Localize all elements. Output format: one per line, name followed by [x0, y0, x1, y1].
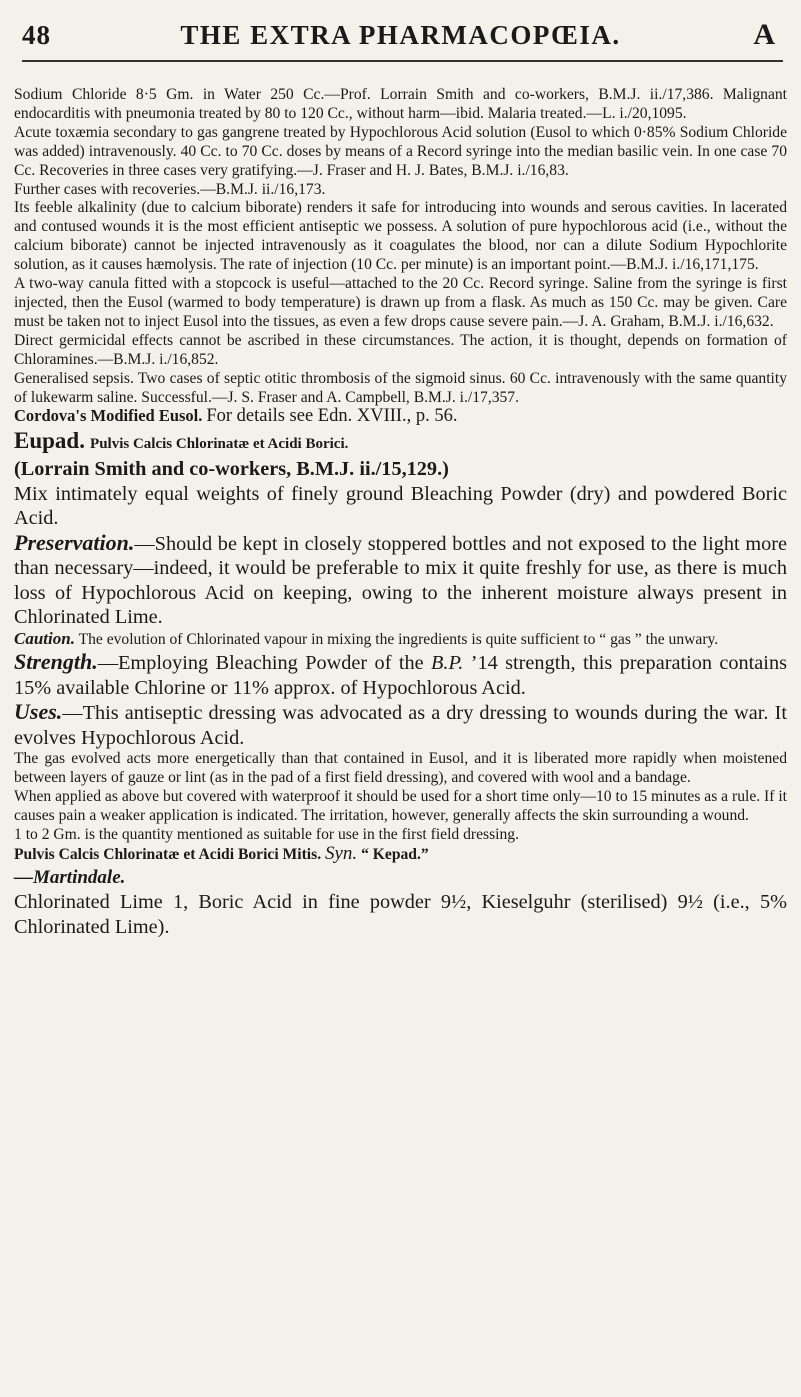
pulvis-mitis-formula: Chlorinated Lime 1, Boric Acid in fine powder 9½, Kieselguhr (sterilised) 9½ (i.e., 5% Chlorinated Lime). [14, 891, 787, 938]
pulvis-mitis-source [14, 865, 787, 891]
page-header [14, 0, 787, 56]
uses-text: —This antiseptic dressing was advocated as a dry dressing to wounds during the war. It evolves Hypochlorous Acid. [14, 702, 787, 749]
sepsis-paragraph: Generalised sepsis. Two cases of septic otitic thrombosis of the sigmoid sinus. 60 Cc. intravenously with the same quantity of lukewarm saline. Successful.—J. S. Fraser and A. Campbell, B.M.J. i./17,357. [14, 369, 787, 406]
cordova-name: Cordova's Modified Eusol. [14, 406, 203, 426]
page-body [14, 56, 787, 940]
caution-text: The evolution of Chlorinated vapour in mixing the ingredients is quite sufficient to “ gas ” the unwary. [74, 631, 719, 649]
strength-text-b: ’14 strength, this preparation contains 15% available Chlorine or 11% approx. of Hypochlorous Acid. [14, 651, 787, 699]
preservation-heading: Preservation. [14, 529, 135, 555]
header-rule [22, 60, 783, 62]
strength-heading: Strength. [14, 648, 98, 674]
page-number: 48 [22, 20, 51, 50]
waterproof-paragraph: When applied as above but covered with waterproof it should be used for a short time only—10 to 15 minutes as a rule. If it causes pain a weaker application is indicated. The irritation, however, generally affects the skin surrounding a wound. [14, 788, 787, 825]
martindale-source: —Martindale. [14, 866, 126, 888]
cordova-entry [14, 407, 787, 427]
eupad-latin: Pulvis Calcis Chlorinatæ et Acidi Borici. [90, 436, 349, 453]
eupad-title-line [14, 429, 787, 457]
synonym-value: “ Kepad.” [357, 845, 429, 863]
pulvis-mitis-name: Pulvis Calcis Chlorinatæ et Acidi Borici Mitis. [14, 845, 322, 863]
strength-text-a: —Employing Bleaching Powder of the [97, 651, 432, 674]
canula-paragraph: A two-way canula fitted with a stopcock is useful—attached to the 20 Cc. Record syringe. Saline from the syringe is first injected, then the Eusol (warmed to body temperature) is drawn up from a flask. As much as 150 Cc. may be given. Care must be taken not to inject Eusol into the tissues, as even a few drops cause severe pain.—J. A. Graham, B.M.J. i./16,632. [14, 275, 787, 330]
section-letter: A [753, 18, 775, 51]
preservation-text: —Should be kept in closely stoppered bottles and not exposed to the light more than necessary—indeed, it would be preferable to mix it quite freshly for use, as there is much loss of Hypochlorous Acid on keeping, owing to the inherent moisture always present in Chlorinated Lime. [14, 532, 787, 629]
eupad-reference: (Lorrain Smith and co-workers, B.M.J. ii./15,129.) [14, 457, 449, 480]
caution-paragraph [14, 630, 787, 650]
pulvis-mitis-title [14, 842, 787, 865]
gas-evolved-paragraph: The gas evolved acts more energetically than that contained in Eusol, and it is liberated more rapidly when moistened between layers of gauze or lint (as in the pad of a first field dressing), and covered with wool and a bandage. [14, 750, 787, 787]
preservation-paragraph [14, 531, 787, 630]
cordova-text: For details see Edn. XVIII., p. 56. [206, 406, 458, 427]
running-title: THE EXTRA PHARMACOPŒIA. [180, 20, 621, 50]
uses-paragraph [14, 700, 787, 750]
alkalinity-paragraph: Its feeble alkalinity (due to calcium biborate) renders it safe for introducing into wounds and serous cavities. In lacerated and contused wounds it is the most efficient antiseptic we possess. A solution of pure hypochlorous acid (i.e., without the calcium biborate) cannot be injected intravenously as it coagulates the blood, nor can a dilute Sodium Hypochlorite solution, as it causes hæmolysis. The rate of injection (10 Cc. per minute) is an important point.—B.M.J. i./16,171,175. [14, 199, 787, 274]
dose-paragraph: 1 to 2 Gm. is the quantity mentioned as suitable for use in the first field dressing. [14, 825, 519, 843]
toxaemia-paragraph: Acute toxæmia secondary to gas gangrene treated by Hypochlorous Acid solution (Eusol to which 0·85% Sodium Chloride was added) intravenously. 40 Cc. to 70 Cc. doses by means of a Record syringe into the median basilic vein. In one case 70 Cc. Recoveries in three cases very gratifying.—J. Fraser and H. J. Bates, B.M.J. i./16,83. [14, 123, 787, 179]
sodium-chloride-paragraph: Sodium Chloride 8·5 Gm. in Water 250 Cc.—Prof. Lorrain Smith and co-workers, B.M.J. ii./17,386. Malignant endocarditis with pneumonia treated by 80 to 120 Cc., without harm—ibid. Malaria treated.—L. i./20,1095. [14, 86, 787, 122]
strength-paragraph [14, 650, 787, 700]
strength-bp: B.P. [431, 651, 464, 674]
eupad-mix: Mix intimately equal weights of finely ground Bleaching Powder (dry) and powdered Boric Acid. [14, 482, 787, 530]
synonym-label: Syn. [325, 842, 358, 864]
further-cases-paragraph: Further cases with recoveries.—B.M.J. ii./16,173. [14, 180, 326, 198]
germicidal-paragraph: Direct germicidal effects cannot be ascribed in these circumstances. The action, it is thought, depends on formation of Chloramines.—B.M.J. i./16,852. [14, 331, 787, 368]
caution-heading: Caution. [14, 629, 75, 649]
uses-heading: Uses. [14, 699, 63, 725]
eupad-name: Eupad. [14, 428, 85, 454]
